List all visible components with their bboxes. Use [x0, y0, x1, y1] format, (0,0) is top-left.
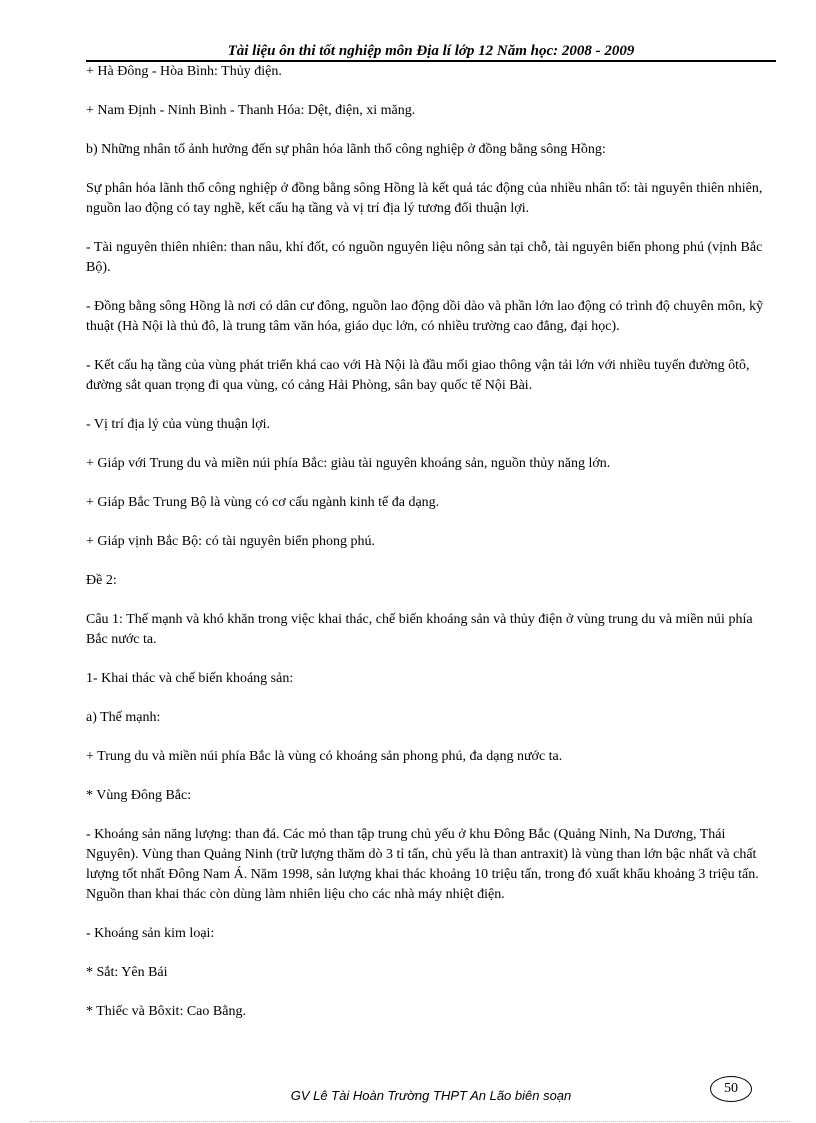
paragraph: + Giáp với Trung du và miền núi phía Bắc: giàu tài nguyên khoáng sản, nguồn thủy năng lớn. [86, 456, 611, 471]
paragraph: - Kết cấu hạ tầng của vùng phát triển khá cao với Hà Nội là đầu mối giao thông vận tải lớn với nhiều tuyến đường ôtô, đường sắt quan trọng đi qua vùng, có cảng Hải Phòng, sân bay quốc tế Nội Bài. [86, 358, 750, 393]
paragraph: - Đồng bằng sông Hồng là nơi có dân cư đông, nguồn lao động dồi dào và phần lớn lao động có trình độ chuyên môn, kỹ thuật (Hà Nội là thủ đô, là trung tâm văn hóa, giáo dục lớn, có nhiều trường cao đẳng, đại học). [86, 299, 764, 334]
paragraph: + Trung du và miền núi phía Bắc là vùng có khoáng sản phong phú, đa dạng nước ta. [86, 749, 563, 764]
page-bottom-border [30, 1121, 790, 1122]
document-body [86, 62, 776, 1041]
paragraph: b) Những nhân tố ảnh hưởng đến sự phân hóa lãnh thổ công nghiệp ở đồng bằng sông Hồng: [86, 142, 606, 157]
paragraph: - Tài nguyên thiên nhiên: than nâu, khí đốt, có nguồn nguyên liệu nông sản tại chỗ, tài nguyên biển phong phú (vịnh Bắc Bộ). [86, 240, 763, 275]
paragraph: + Nam Định - Ninh Bình - Thanh Hóa: Dệt, điện, xi măng. [86, 103, 416, 118]
paragraph: * Vùng Đông Bắc: [86, 788, 192, 803]
page-footer [86, 1081, 776, 1107]
question-heading: Câu 1: Thế mạnh và khó khăn trong việc khai thác, chế biến khoáng sản và thủy điện ở vùng trung du và miền núi phía Bắc nước ta. [86, 612, 753, 647]
section-heading: Đề 2: [86, 573, 117, 588]
paragraph: - Khoáng sản năng lượng: than đá. Các mỏ than tập trung chủ yếu ở khu Đông Bắc (Quảng Ninh, Na Dương, Thái Nguyên). Vùng than Quảng Ninh (trữ lượng thăm dò 3 tỉ tấn, chủ yếu là than antraxit) là vùng than lớn bậc nhất và chất lượng tốt nhất Đông Nam Á. Năm 1998, sản lượng khai thác khoảng 10 triệu tấn, trong đó xuất khẩu khoảng 3 triệu tấn. Nguồn than khai thác còn dùng làm nhiên liệu cho các nhà máy nhiệt điện. [86, 827, 759, 902]
paragraph: + Giáp Bắc Trung Bộ là vùng có cơ cấu ngành kinh tế đa dạng. [86, 495, 440, 510]
footer-author: GV Lê Tài Hoàn Trường THPT An Lão biên soạn [290, 1088, 572, 1103]
paragraph: + Hà Đông - Hòa Bình: Thủy điện. [86, 64, 282, 79]
paragraph: * Thiếc và Bôxit: Cao Bằng. [86, 1004, 246, 1019]
paragraph: * Sắt: Yên Bái [86, 965, 168, 980]
paragraph: Sự phân hóa lãnh thổ công nghiệp ở đồng bằng sông Hồng là kết quả tác động của nhiều nhân tố: tài nguyên thiên nhiên, nguồn lao động có tay nghề, kết cấu hạ tầng và vị trí địa lý tương đối thuận lợi. [86, 181, 763, 216]
paragraph: + Giáp vịnh Bắc Bộ: có tài nguyên biển phong phú. [86, 534, 376, 549]
paragraph: - Khoáng sản kim loại: [86, 926, 215, 941]
paragraph: 1- Khai thác và chế biến khoáng sản: [86, 671, 294, 686]
page-number: 50 [710, 1076, 752, 1102]
paragraph: a) Thế mạnh: [86, 710, 161, 725]
paragraph: - Vị trí địa lý của vùng thuận lợi. [86, 417, 271, 432]
page-header: Tài liệu ôn thi tốt nghiệp môn Địa lí lớp 12 Năm học: 2008 - 2009 [227, 43, 635, 59]
